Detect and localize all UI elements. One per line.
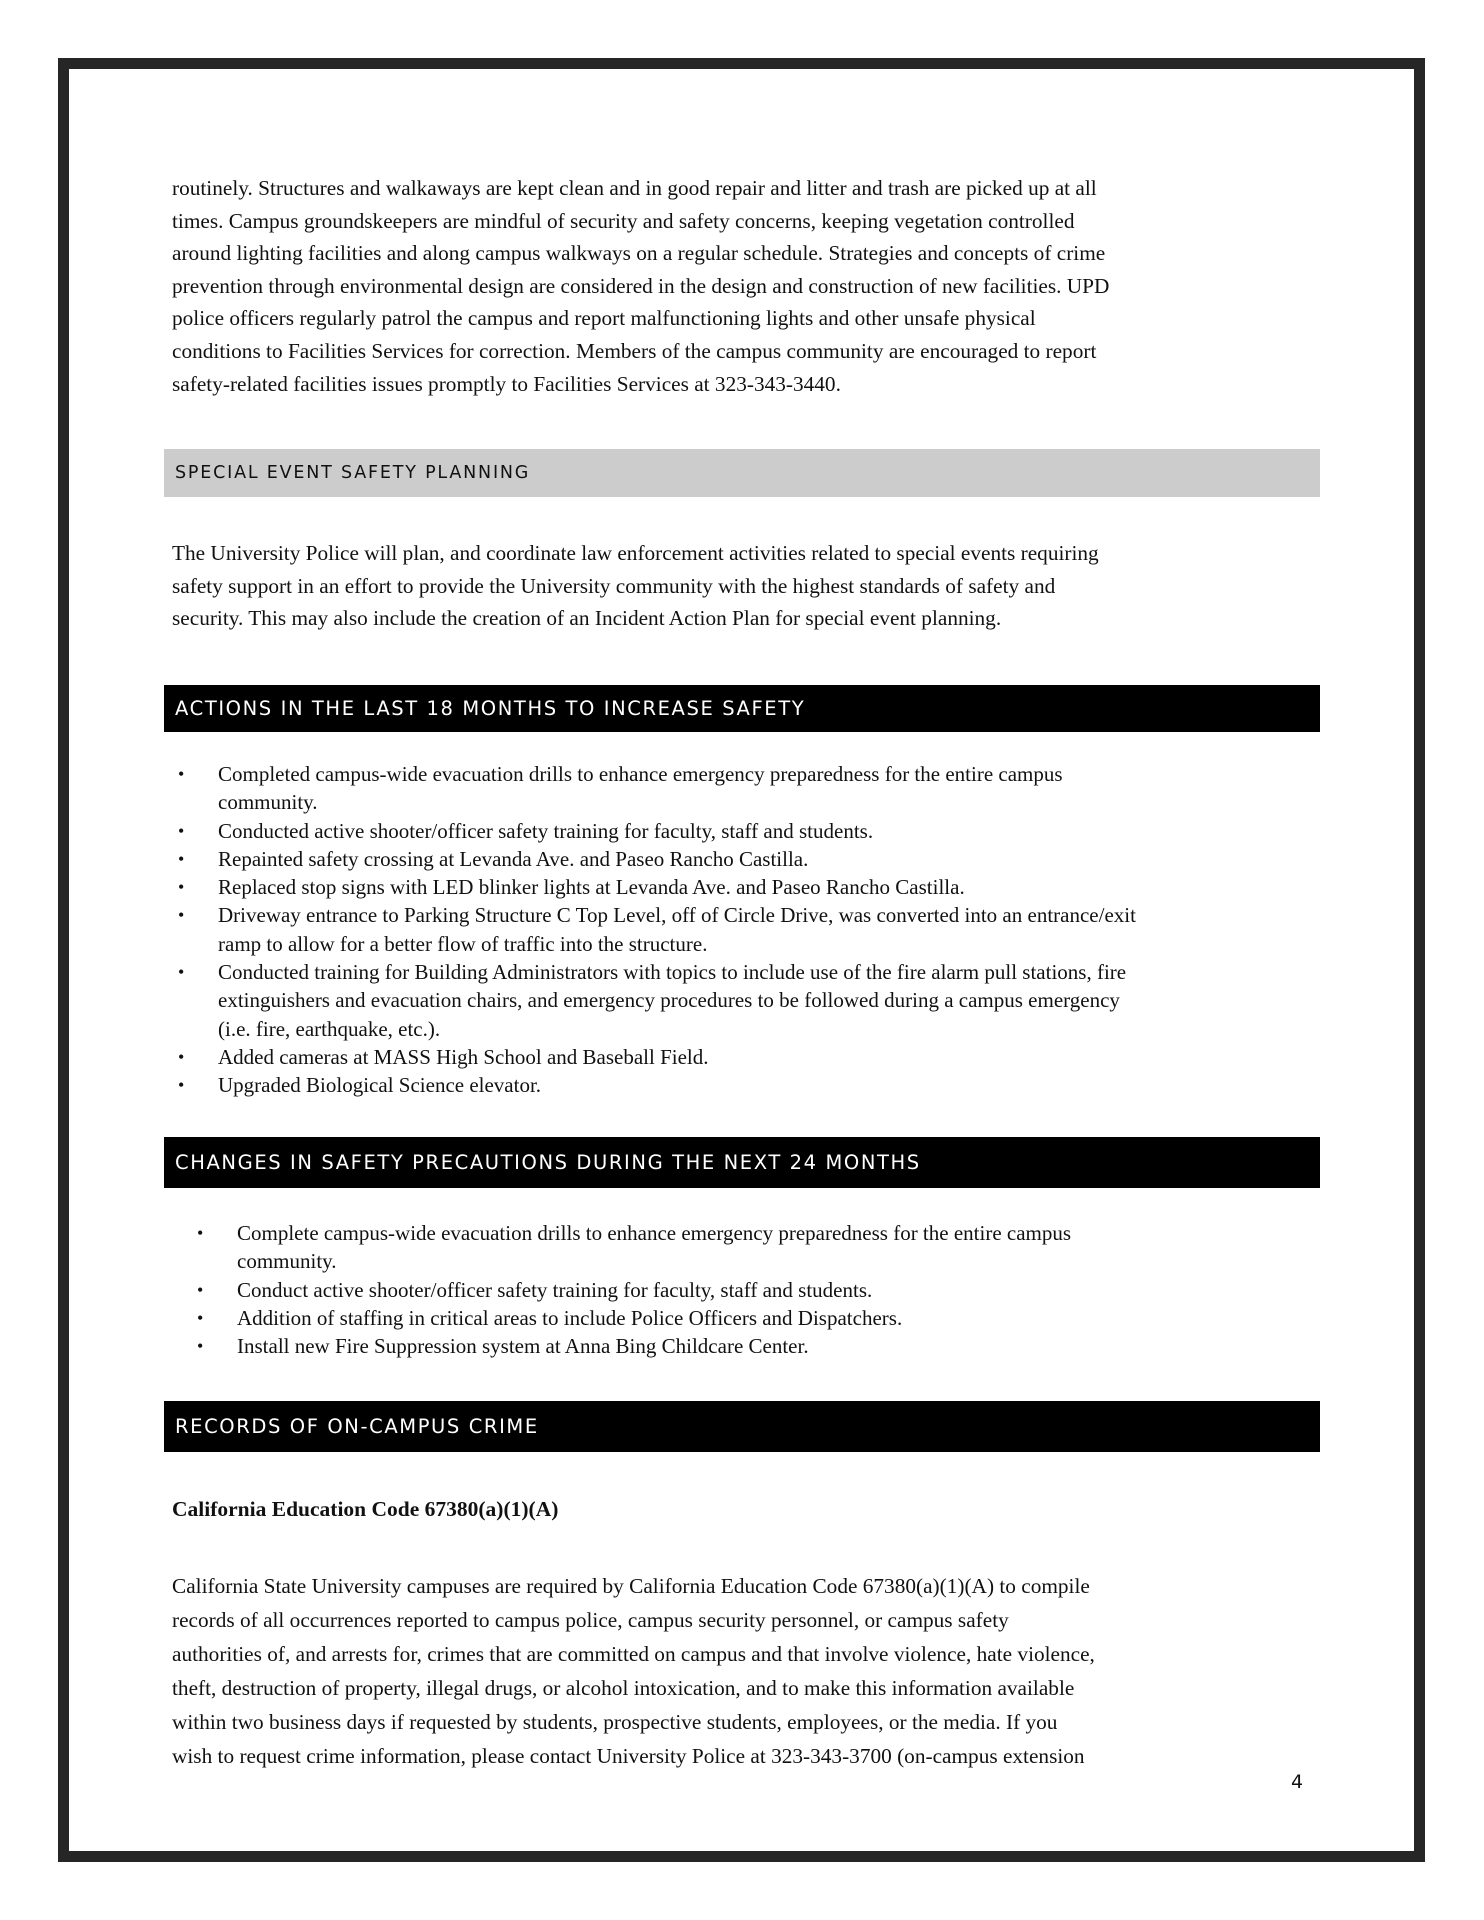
section-heading-special-event <box>164 449 1320 497</box>
list-item-text: Repainted safety crossing at Levanda Ave. and Paseo Rancho Castilla. <box>218 846 809 871</box>
bullet-icon: • <box>197 1279 204 1300</box>
section-heading-text: SPECIAL EVENT SAFETY PLANNING <box>175 463 531 483</box>
section-heading-changes-next-24-months <box>164 1137 1320 1188</box>
list-item-text: Install new Fire Suppression system at Anna Bing Childcare Center. <box>237 1334 809 1359</box>
bullet-icon: • <box>178 962 185 983</box>
list-item-text: Addition of staffing in critical areas to include Police Officers and Dispatchers. <box>237 1305 903 1330</box>
text-line: theft, destruction of property, illegal drugs, or alcohol intoxication, and to make this information available <box>172 1676 1075 1700</box>
list-item <box>178 845 1136 873</box>
actions-list <box>178 760 1136 1100</box>
list-item-text: Replaced stop signs with LED blinker lights at Levanda Ave. and Paseo Rancho Castilla. <box>218 875 965 900</box>
records-paragraph <box>172 1569 1332 1773</box>
list-item-text: Conducted training for Building Administrators with topics to include use of the fire alarm pull stations, fire <box>218 960 1127 985</box>
text-line: California State University campuses are required by California Education Code 67380(a)(1)(A) to compile <box>172 1574 1090 1598</box>
text-line: around lighting facilities and along campus walkways on a regular schedule. Strategies and concepts of crime <box>172 241 1106 266</box>
list-item <box>197 1332 1071 1360</box>
list-item <box>178 760 1136 817</box>
text-line: records of all occurrences reported to campus police, campus security personnel, or campus safety <box>172 1608 1009 1632</box>
section-heading-records-on-campus-crime <box>164 1401 1320 1452</box>
text-line: wish to request crime information, please contact University Police at 323-343-3700 (on-campus extension <box>172 1744 1085 1768</box>
bullet-icon: • <box>178 905 185 926</box>
list-item-text: (i.e. fire, earthquake, etc.). <box>218 1016 441 1041</box>
bullet-icon: • <box>178 764 185 784</box>
list-item-text: Added cameras at MASS High School and Baseball Field. <box>218 1044 709 1069</box>
page-number: 4 <box>1291 1771 1304 1793</box>
changes-list <box>197 1219 1072 1360</box>
list-item <box>178 1071 1136 1099</box>
list-item-text: Driveway entrance to Parking Structure C Top Level, off of Circle Drive, was converted into an entrance/exit <box>218 903 1136 928</box>
bullet-icon: • <box>178 820 185 841</box>
text-line: routinely. Structures and walkaways are kept clean and in good repair and litter and trash are picked up at all <box>172 176 1097 200</box>
list-item <box>197 1276 1071 1304</box>
list-item <box>178 873 1136 901</box>
list-item-text: Upgraded Biological Science elevator. <box>218 1073 542 1098</box>
list-item-text: Conducted active shooter/officer safety training for faculty, staff and students. <box>218 818 874 843</box>
list-item <box>197 1304 1071 1332</box>
list-item <box>197 1219 1072 1276</box>
list-item-text: extinguishers and evacuation chairs, and emergency procedures to be followed during a campus emergency <box>218 988 1120 1013</box>
bullet-icon: • <box>178 1046 185 1067</box>
bullet-icon: • <box>178 877 185 898</box>
list-item-text: Completed campus-wide evacuation drills to enhance emergency preparedness for the entire campus <box>218 762 1063 786</box>
section-heading-text: ACTIONS IN THE LAST 18 MONTHS TO INCREASE SAFETY <box>175 697 806 720</box>
section-heading-text: CHANGES IN SAFETY PRECAUTIONS DURING THE NEXT 24 MONTHS <box>175 1151 921 1174</box>
intro-paragraph <box>172 172 1332 400</box>
list-item-text: community. <box>237 1249 337 1274</box>
list-item <box>178 817 1136 845</box>
list-item <box>178 958 1136 1043</box>
list-item-text: community. <box>218 790 318 815</box>
subheading-education-code: California Education Code 67380(a)(1)(A) <box>172 1497 559 1521</box>
list-item-text: Complete campus-wide evacuation drills to enhance emergency preparedness for the entire campus <box>237 1221 1072 1245</box>
bullet-icon: • <box>178 848 185 869</box>
text-line: safety-related facilities issues promptly to Facilities Services at 323-343-3440. <box>172 371 841 396</box>
bullet-icon: • <box>178 1075 185 1096</box>
section-heading-actions-last-18-months <box>164 685 1320 732</box>
bullet-icon: • <box>197 1336 204 1357</box>
text-line: prevention through environmental design are considered in the design and construction of new facilities. UPD <box>172 273 1110 298</box>
text-line: security. This may also include the creation of an Incident Action Plan for special event planning. <box>172 606 1002 631</box>
list-item <box>178 1043 1136 1071</box>
bullet-icon: • <box>197 1307 204 1328</box>
text-line: The University Police will plan, and coordinate law enforcement activities related to special events requiring <box>172 541 1099 565</box>
text-line: authorities of, and arrests for, crimes that are committed on campus and that involve violence, hate violence, <box>172 1642 1095 1666</box>
text-line: conditions to Facilities Services for correction. Members of the campus community are encouraged to report <box>172 338 1097 363</box>
bullet-icon: • <box>197 1223 204 1243</box>
text-line: police officers regularly patrol the campus and report malfunctioning lights and other unsafe physical <box>172 306 1036 331</box>
list-item <box>178 901 1136 958</box>
list-item-text: Conduct active shooter/officer safety training for faculty, staff and students. <box>237 1277 873 1302</box>
list-item-text: ramp to allow for a better flow of traffic into the structure. <box>218 931 708 956</box>
section-heading-text: RECORDS OF ON-CAMPUS CRIME <box>175 1415 539 1438</box>
text-line: safety support in an effort to provide the University community with the highest standards of safety and <box>172 573 1056 598</box>
text-line: within two business days if requested by students, prospective students, employees, or the media. If you <box>172 1710 1058 1734</box>
text-line: times. Campus groundskeepers are mindful of security and safety concerns, keeping vegetation controlled <box>172 208 1075 233</box>
special-event-paragraph <box>172 537 1332 635</box>
